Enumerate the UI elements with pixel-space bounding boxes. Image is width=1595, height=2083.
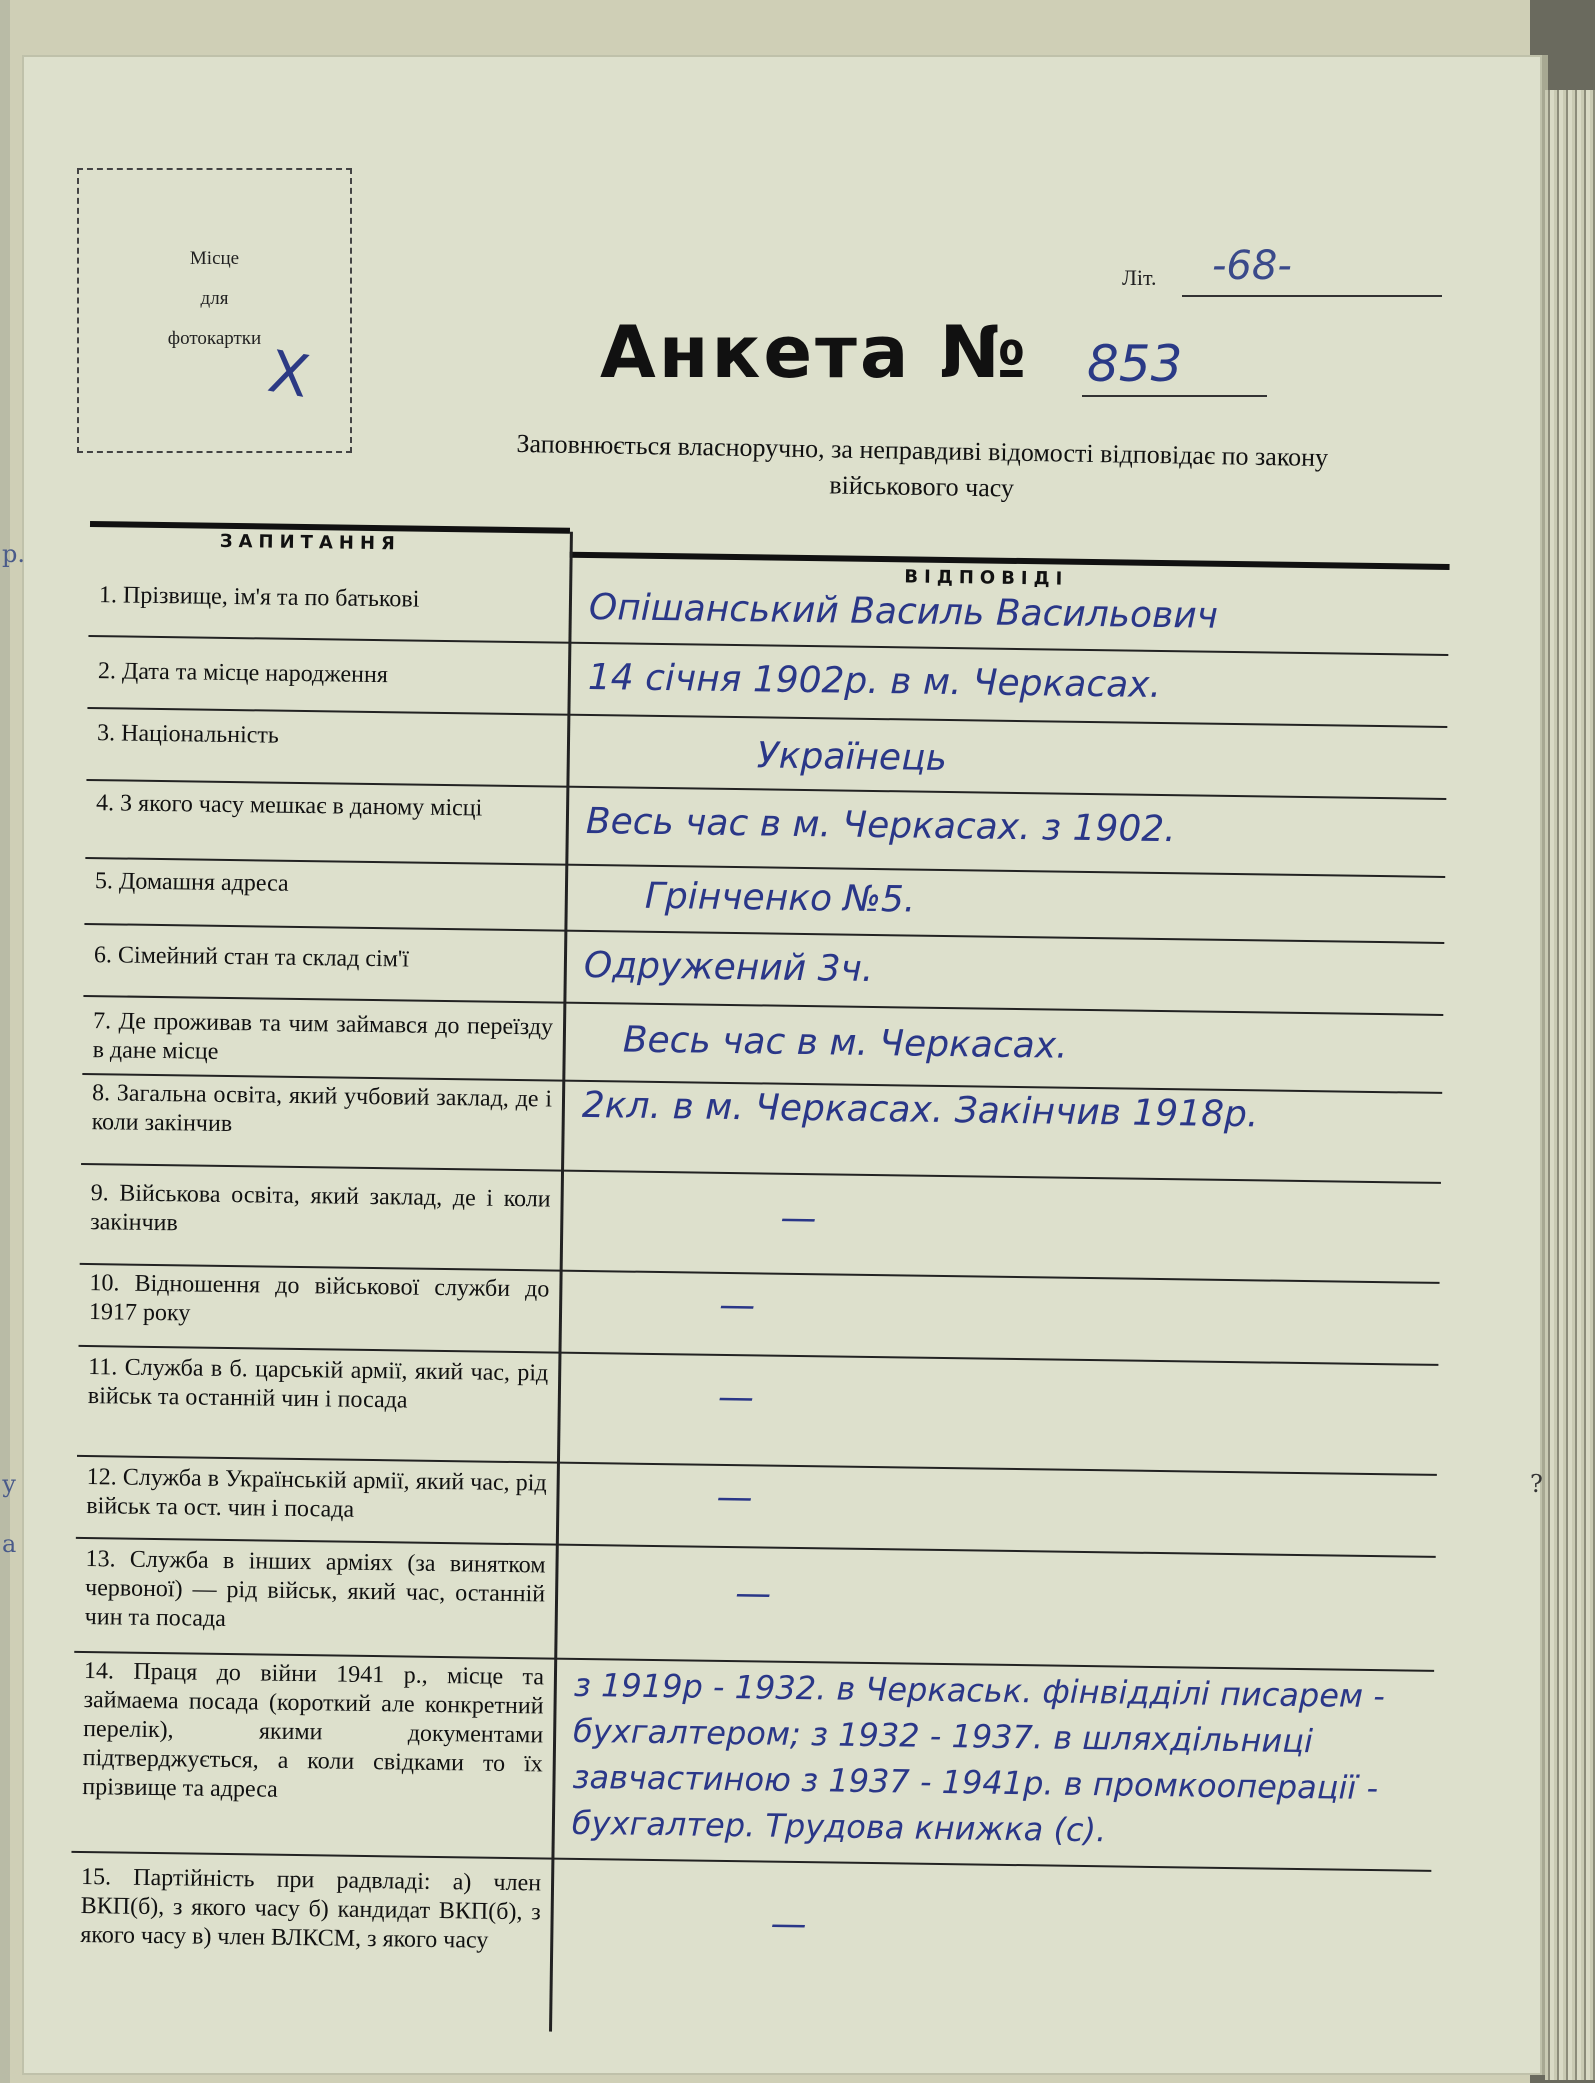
answer-text: Одружений 3ч.: [583, 944, 874, 990]
question-text: 2. Дата та місце народження: [97, 658, 389, 689]
lit-label: Літ.: [1122, 265, 1157, 290]
answer-text: —: [718, 1284, 756, 1327]
margin-note: ?: [1530, 1470, 1543, 1498]
subtitle-line-2: військового часу: [829, 470, 1015, 503]
answer-text: 14 січня 1902р. в м. Черкасах.: [587, 656, 1162, 706]
question-text: 10. Відношення до військової служби до 1917 року: [88, 1270, 550, 1327]
answer-text: —: [780, 1197, 817, 1240]
question-text: 1. Прізвище, ім'я та по батькові: [98, 582, 420, 613]
table-row: [74, 1539, 1435, 1672]
answer-text: Опішанський Василь Васильович: [588, 586, 1219, 637]
table-row: [80, 1165, 1441, 1284]
answer-text: Українець: [756, 735, 948, 779]
photo-label-line: фотокартки: [167, 328, 262, 349]
lit-underline: [1182, 295, 1442, 297]
answer-text: Весь час в м. Черкасах.: [622, 1019, 1068, 1067]
answer-text: з 1919р - 1932. в Черкаськ. фінвідділі писарем - бухгалтером; з 1932 - 1937. в шляхдільниці завчастиною з 1937 - 1941р. в промкооперації - бухгалтер. Трудова книжка (с).: [571, 1665, 1386, 1850]
lit-number: -68-: [1212, 243, 1292, 289]
question-text: 6. Сімейний стан та склад сім'ї: [93, 942, 410, 973]
question-text: 5. Домашня адреса: [94, 868, 289, 897]
margin-note: а: [2, 1530, 17, 1558]
answer-text: Грінченко №5.: [644, 875, 916, 921]
questionnaire-table: [69, 525, 1450, 2044]
question-text: 12. Служба в Українській армії, який час, рід військ та ост. чин і посада: [86, 1464, 547, 1523]
form-title: Анкета №: [600, 310, 1030, 394]
question-text: 8. Загальна освіта, який учбовий заклад, де і коли закінчив: [91, 1080, 553, 1138]
form-page: [22, 55, 1548, 2075]
page-edges: [1545, 90, 1595, 2080]
photo-label-line: для: [200, 288, 229, 309]
question-text: 14. Праця до війни 1941 р., місце та займаема посада (короткий але конкретний перелік), якими документами підтверджується, а коли свідками то їх прізвище та адреса: [82, 1658, 545, 1803]
answers-header: ВІДПОВІДІ: [904, 566, 1069, 590]
question-text: 7. Де проживав та чим займався до переїзду в дане місце: [92, 1008, 554, 1065]
table-row: [77, 1347, 1438, 1476]
form-number-underline: [1082, 395, 1267, 397]
form-subtitle: [411, 424, 1432, 514]
photo-placeholder: [77, 168, 352, 453]
answer-text: —: [717, 1376, 755, 1419]
question-text: 9. Військова освіта, який заклад, де і коли закінчив: [90, 1180, 551, 1237]
answer-text: Весь час в м. Черкасах. з 1902.: [585, 800, 1176, 851]
answer-text: —: [770, 1903, 807, 1946]
question-text: 13. Служба в інших арміях (за винятком червоної) — рід військ, який час, останній чин та посада: [84, 1546, 546, 1633]
answer-text: —: [734, 1573, 772, 1615]
table-row: [71, 1653, 1434, 1872]
question-text: 15. Партійність при радвладі: а) член ВКП(б), з якого часу б) кандидат ВКП(б), з якого часу в) член ВЛКСМ, з якого часу: [80, 1864, 542, 1954]
photo-label-line: Місце: [189, 248, 240, 269]
answer-text: 2кл. в м. Черкасах. Закінчив 1918р.: [581, 1084, 1259, 1136]
cross-mark: Х: [263, 337, 315, 411]
subtitle-line-1: Заповнюється власноручно, за неправдиві відомості відповідає по закону: [516, 428, 1329, 473]
margin-note: у: [2, 1470, 17, 1498]
question-text: 4. З якого часу мешкає в даному місці: [95, 790, 483, 822]
form-number: 853: [1087, 335, 1183, 393]
questions-header: ЗАПИТАННЯ: [219, 530, 401, 555]
answer-text: —: [716, 1476, 753, 1519]
question-text: 3. Національність: [96, 720, 279, 749]
table-row: [70, 1853, 1432, 2012]
margin-note: р.: [2, 540, 25, 568]
question-text: 11. Служба в б. царській армії, який час, рід військ та останній чин і посада: [87, 1354, 549, 1414]
